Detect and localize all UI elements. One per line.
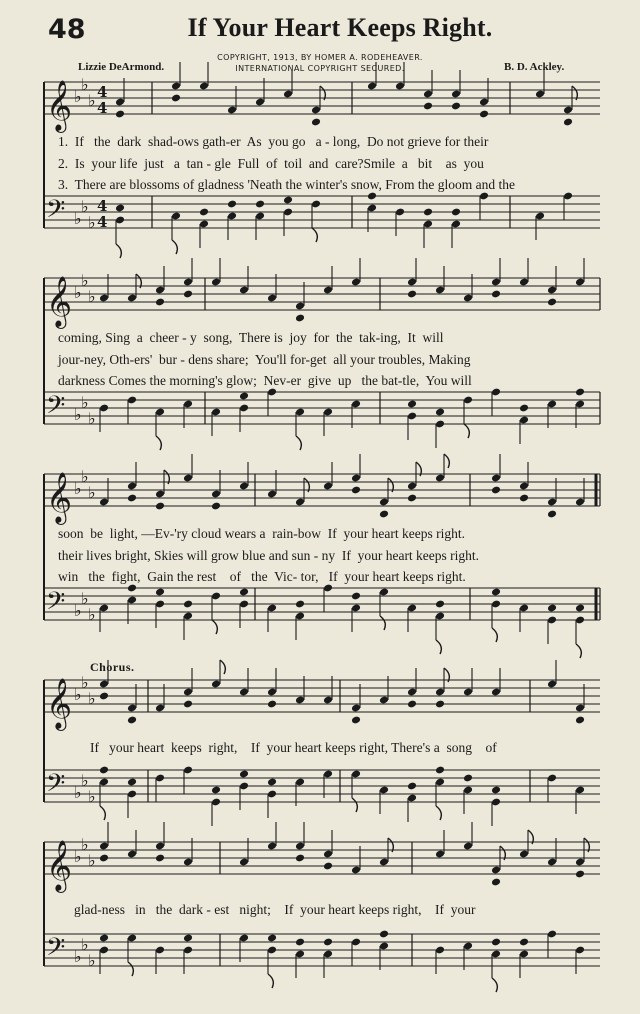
note-head (323, 862, 333, 871)
note-head (575, 870, 585, 879)
flat-icon: ♭ (88, 951, 96, 970)
note-head (183, 600, 193, 609)
treble-clef-icon: 𝄞 (46, 276, 73, 327)
note-head (267, 778, 277, 787)
note-flag (436, 640, 441, 654)
note-head (423, 208, 433, 217)
note-head (199, 208, 209, 217)
note-flag (268, 974, 273, 988)
flat-icon: ♭ (88, 213, 96, 232)
flat-icon: ♭ (88, 287, 96, 306)
note-head (183, 934, 193, 943)
note-head (451, 102, 461, 111)
note-head (323, 938, 333, 947)
note-head (211, 502, 221, 511)
note-head (311, 118, 321, 127)
note-head (155, 298, 165, 307)
note-flag (156, 436, 161, 450)
note-head (547, 604, 557, 613)
note-head (295, 854, 305, 863)
flat-icon: ♭ (74, 405, 82, 424)
note-head (491, 588, 501, 597)
flat-icon: ♭ (74, 947, 82, 966)
flat-icon: ♭ (81, 835, 89, 854)
note-head (295, 314, 305, 323)
note-head (519, 494, 529, 503)
note-head (351, 486, 361, 495)
note-head (379, 510, 389, 519)
flat-icon: ♭ (74, 283, 82, 302)
note-head (407, 400, 417, 409)
note-head (351, 592, 361, 601)
note-head (183, 700, 193, 709)
hymn-number: 48 (48, 14, 86, 45)
flat-icon: ♭ (81, 589, 89, 608)
note-head (155, 588, 165, 597)
verse-3-line-a: 3. There are blossoms of gladness 'Neath the winter's snow, From the gloom and the (58, 177, 516, 192)
note-head (519, 938, 529, 947)
note-head (127, 494, 137, 503)
time-signature-bottom: 4 (97, 99, 108, 117)
note-flag (128, 962, 133, 976)
time-signature-top: 4 (97, 83, 108, 101)
note-head (295, 938, 305, 947)
verse-1-line-a: 1. If the dark shad-ows gath-er As you go a - long, Do not grieve for their (58, 134, 489, 149)
note-head (407, 700, 417, 709)
verse-2-line-c: their lives bright, Skies will grow blue and sun - ny If your heart keeps right. (58, 548, 480, 563)
flat-icon: ♭ (81, 393, 89, 412)
poet-credit: Lizzie DeArmond. (78, 61, 165, 73)
note-head (379, 930, 389, 939)
verse-1-line-b: coming, Sing a cheer - y song, There is joy for the tak-ing, It will (58, 330, 444, 345)
note-head (99, 692, 109, 701)
note-flag (100, 806, 105, 820)
note-head (351, 716, 361, 725)
note-head (575, 604, 585, 613)
note-head (463, 774, 473, 783)
note-head (127, 778, 137, 787)
verse-2-line-a: 2. Is your life just a tan - gle Full of toil and care?Smile a bit as you (58, 156, 484, 171)
note-flag (312, 228, 317, 242)
note-flag (116, 244, 121, 258)
note-head (519, 404, 529, 413)
note-head (155, 502, 165, 511)
bass-clef-icon: 𝄢 (46, 769, 66, 804)
flat-icon: ♭ (88, 605, 96, 624)
note-flag (212, 620, 217, 634)
flat-icon: ♭ (81, 197, 89, 216)
copyright-line-1: COPYRIGHT, 1913, BY HOMER A. RODEHEAVER. (217, 53, 423, 62)
time-signature-bottom: 4 (97, 213, 108, 231)
copyright-line-2: INTERNATIONAL COPYRIGHT SECURED. (235, 64, 405, 73)
treble-clef-icon: 𝄞 (46, 840, 73, 891)
flat-icon: ♭ (81, 271, 89, 290)
note-head (435, 700, 445, 709)
flat-icon: ♭ (81, 935, 89, 954)
note-head (491, 786, 501, 795)
note-head (491, 878, 501, 887)
note-flag (492, 628, 497, 642)
flat-icon: ♭ (74, 685, 82, 704)
flat-icon: ♭ (81, 467, 89, 486)
note-head (435, 766, 445, 775)
note-head (451, 208, 461, 217)
treble-clef-icon: 𝄞 (46, 472, 73, 523)
flat-icon: ♭ (81, 771, 89, 790)
time-signature-top: 4 (97, 197, 108, 215)
note-head (295, 600, 305, 609)
flat-icon: ♭ (74, 783, 82, 802)
flat-icon: ♭ (74, 479, 82, 498)
note-head (491, 486, 501, 495)
note-flag (220, 660, 225, 674)
note-head (283, 196, 293, 205)
note-head (127, 716, 137, 725)
note-head (547, 510, 557, 519)
flat-icon: ♭ (74, 87, 82, 106)
note-flag (352, 798, 357, 812)
note-head (171, 94, 181, 103)
flat-icon: ♭ (88, 787, 96, 806)
note-head (267, 700, 277, 709)
note-head (227, 200, 237, 209)
flat-icon: ♭ (88, 409, 96, 428)
note-head (491, 290, 501, 299)
composer-credit: B. D. Ackley. (504, 61, 565, 73)
flat-icon: ♭ (81, 75, 89, 94)
note-head (211, 786, 221, 795)
treble-clef-icon: 𝄞 (46, 80, 73, 131)
note-head (407, 494, 417, 503)
note-flag (492, 978, 497, 992)
note-flag (436, 806, 441, 820)
note-head (255, 200, 265, 209)
bass-clef-icon: 𝄢 (46, 933, 66, 968)
bass-clef-icon: 𝄢 (46, 587, 66, 622)
note-head (491, 938, 501, 947)
note-head (239, 588, 249, 597)
note-head (155, 854, 165, 863)
note-head (239, 392, 249, 401)
note-head (435, 408, 445, 417)
bass-clef-icon: 𝄢 (46, 195, 66, 230)
flat-icon: ♭ (88, 851, 96, 870)
note-head (99, 934, 109, 943)
verse-2-line-b: jour-ney, Oth-ers' bur - dens share; You'll for-get all your troubles, Making (58, 352, 471, 367)
note-head (563, 118, 573, 127)
flat-icon: ♭ (74, 601, 82, 620)
note-head (99, 854, 109, 863)
flat-icon: ♭ (88, 689, 96, 708)
flat-icon: ♭ (88, 91, 96, 110)
treble-clef-icon: 𝄞 (46, 678, 73, 729)
note-flag (464, 424, 469, 438)
flat-icon: ♭ (81, 673, 89, 692)
note-head (575, 716, 585, 725)
verse-1-line-c: soon be light, —Ev-'ry cloud wears a rain-bow If your heart keeps right. (58, 526, 465, 541)
flat-icon: ♭ (74, 847, 82, 866)
note-flag (444, 454, 449, 468)
chorus-line-b: glad-ness in the dark - est night; If your heart keeps right, If your (74, 902, 476, 917)
flat-icon: ♭ (88, 483, 96, 502)
note-head (115, 110, 125, 119)
note-head (239, 770, 249, 779)
note-head (267, 934, 277, 943)
note-flag (296, 436, 301, 450)
note-head (99, 766, 109, 775)
note-head (407, 782, 417, 791)
note-head (547, 298, 557, 307)
note-head (183, 290, 193, 299)
note-head (115, 204, 125, 213)
note-head (423, 102, 433, 111)
hymn-title: If Your Heart Keeps Right. (187, 13, 493, 42)
verse-3-line-b: darkness Comes the morning's glow; Nev-er give up the bat-tle, You will (58, 373, 472, 388)
bass-clef-icon: 𝄢 (46, 391, 66, 426)
flat-icon: ♭ (74, 209, 82, 228)
note-head (407, 290, 417, 299)
note-flag (380, 616, 385, 630)
note-flag (576, 644, 581, 658)
verse-3-line-c: win the fight, Gain the rest of the Vic- tor, If your heart keeps right. (58, 569, 466, 584)
chorus-line-a: If your heart keeps right, If your heart keeps right, There's a song of (90, 740, 497, 755)
note-flag (172, 240, 177, 254)
note-head (479, 110, 489, 119)
chorus-label: Chorus. (90, 660, 135, 674)
note-head (435, 600, 445, 609)
